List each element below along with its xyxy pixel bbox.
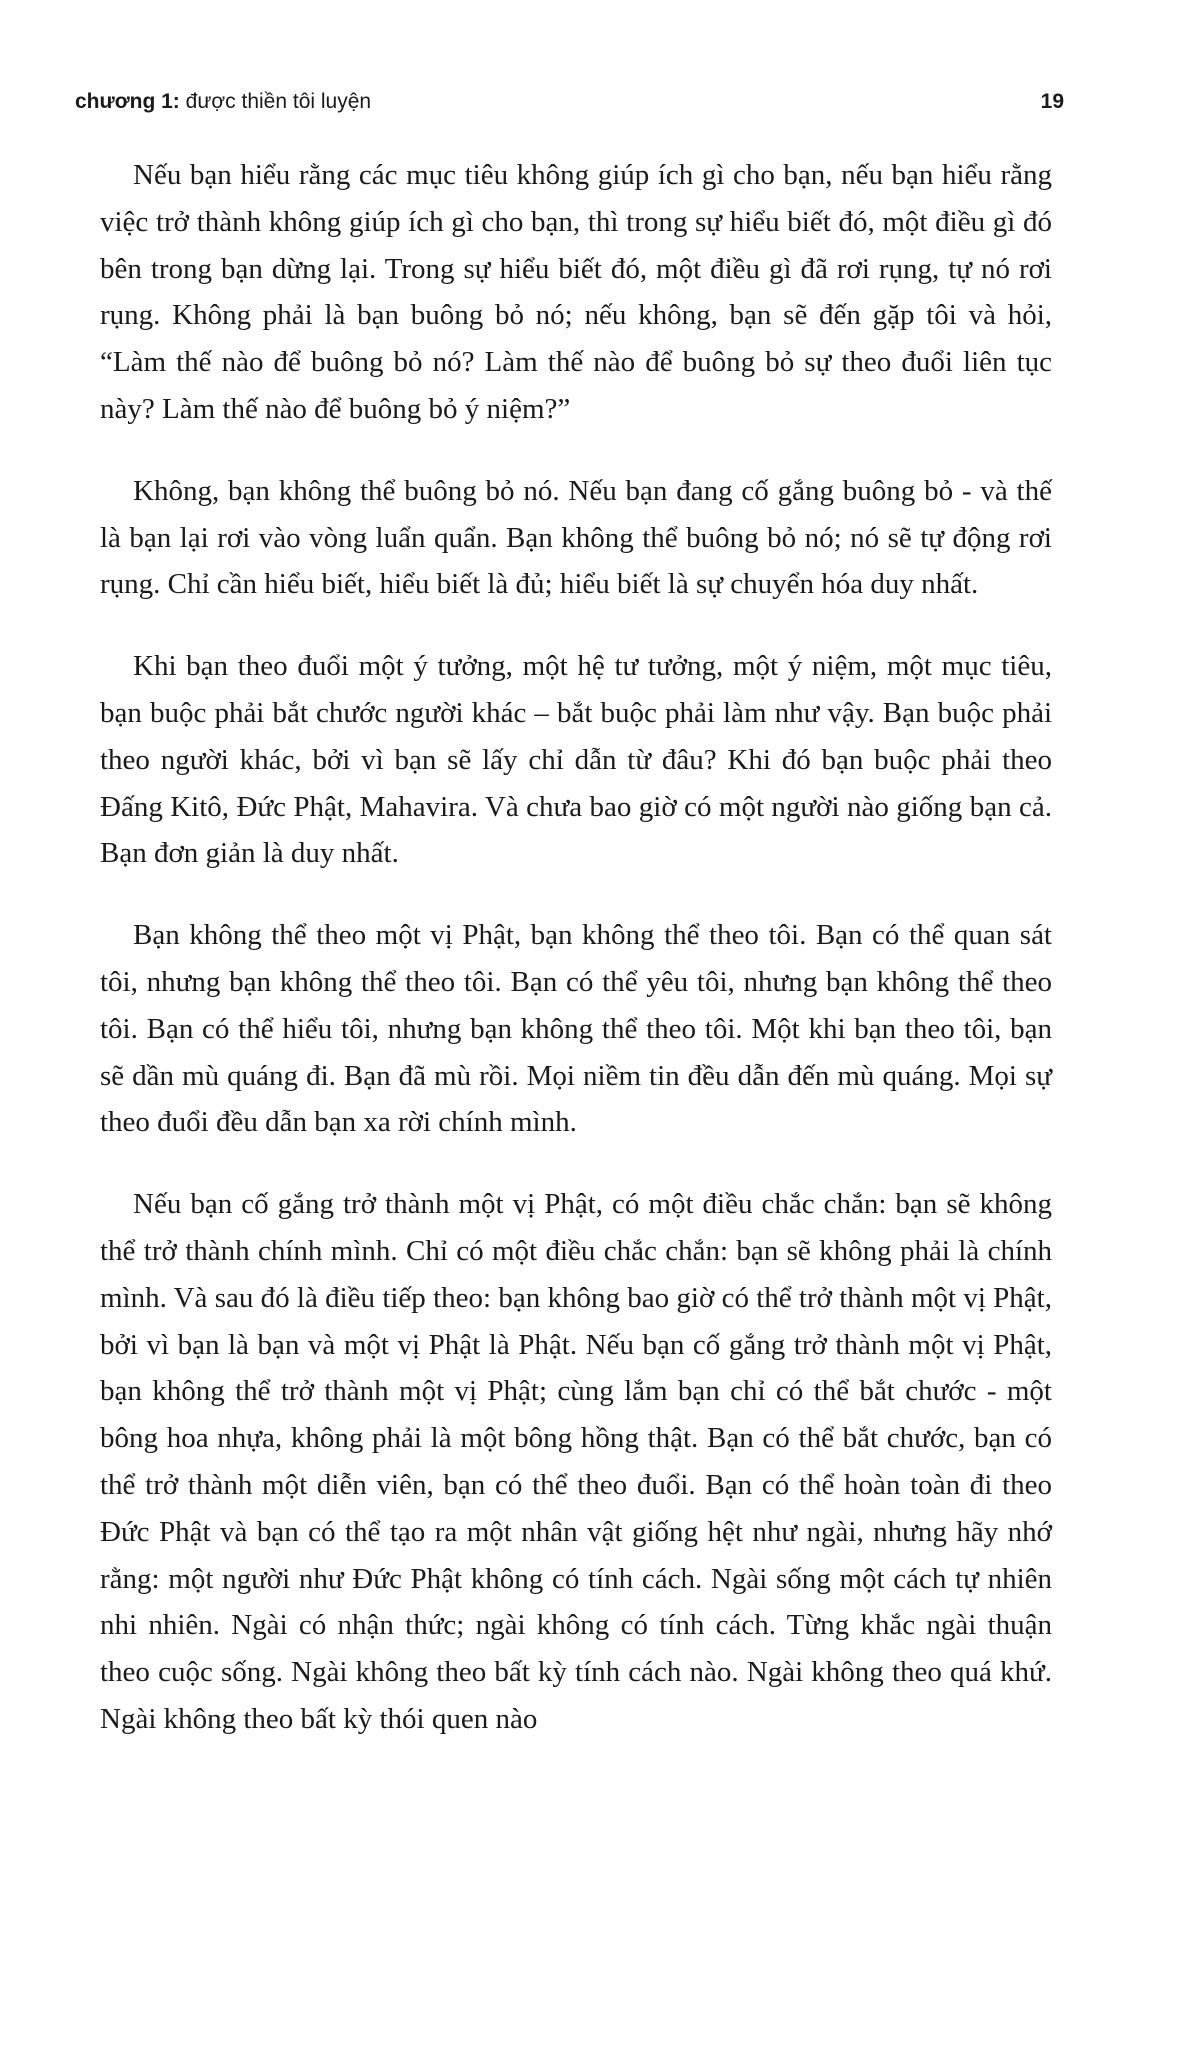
- chapter-number: chương 1:: [75, 90, 180, 113]
- chapter-title: được thiền tôi luyện: [185, 90, 372, 113]
- body-text: [100, 152, 1052, 1743]
- paragraph: Khi bạn theo đuổi một ý tưởng, một hệ tư tưởng, một ý niệm, một mục tiêu, bạn buộc phải bắt chước người khác – bắt buộc phải làm như vậy. Bạn buộc phải theo người khác, bởi vì bạn sẽ lấy chỉ dẫn từ đâu? Khi đó bạn buộc phải theo Đấng Kitô, Đức Phật, Mahavira. Và chưa bao giờ có một người nào giống bạn cả. Bạn đơn giản là duy nhất.: [100, 650, 1052, 870]
- paragraph: Không, bạn không thể buông bỏ nó. Nếu bạn đang cố gắng buông bỏ - và thế là bạn lại rơi vào vòng luẩn quẩn. Bạn không thể buông bỏ nó; nó sẽ tự động rơi rụng. Chỉ cần hiểu biết, hiểu biết là đủ; hiểu biết là sự chuyển hóa duy nhất.: [100, 474, 1052, 601]
- running-header: [75, 84, 1064, 120]
- paragraph: Bạn không thể theo một vị Phật, bạn không thể theo tôi. Bạn có thể quan sát tôi, nhưng bạn không thể theo tôi. Bạn có thể yêu tôi, nhưng bạn không thể theo tôi. Bạn có thể hiểu tôi, nhưng bạn không thể theo tôi. Một khi bạn theo tôi, bạn sẽ dần mù quáng đi. Bạn đã mù rồi. Mọi niềm tin đều dẫn đến mù quáng. Mọi sự theo đuổi đều dẫn bạn xa rời chính mình.: [100, 919, 1052, 1139]
- page-number: 19: [1040, 90, 1064, 113]
- paragraph: Nếu bạn cố gắng trở thành một vị Phật, có một điều chắc chắn: bạn sẽ không thể trở thành chính mình. Chỉ có một điều chắc chắn: bạn sẽ không phải là chính mình. Và sau đó là điều tiếp theo: bạn không bao giờ có thể trở thành một vị Phật, bởi vì bạn là bạn và một vị Phật là Phật. Nếu bạn cố gắng trở thành một vị Phật, bạn không thể trở thành một vị Phật; cùng lắm bạn chỉ có thể bắt chước - một bông hoa nhựa, không phải là một bông hồng thật. Bạn có thể bắt chước, bạn có thể trở thành một diễn viên, bạn có thể theo đuổi. Bạn có thể hoàn toàn đi theo Đức Phật và bạn có thể tạo ra một nhân vật giống hệt như ngài, nhưng hãy nhớ rằng: một người như Đức Phật không có tính cách. Ngài sống một cách tự nhiên nhi nhiên. Ngài có nhận thức; ngài không có tính cách. Từng khắc ngài thuận theo cuộc sống. Ngài không theo bất kỳ tính cách nào. Ngài không theo quá khứ. Ngài không theo bất kỳ thói quen nào: [100, 1188, 1052, 1735]
- paragraph: Nếu bạn hiểu rằng các mục tiêu không giúp ích gì cho bạn, nếu bạn hiểu rằng việc trở thành không giúp ích gì cho bạn, thì trong sự hiểu biết đó, một điều gì đó bên trong bạn dừng lại. Trong sự hiểu biết đó, một điều gì đã rơi rụng, tự nó rơi rụng. Không phải là bạn buông bỏ nó; nếu không, bạn sẽ đến gặp tôi và hỏi, “Làm thế nào để buông bỏ nó? Làm thế nào để buông bỏ sự theo đuổi liên tục này? Làm thế nào để buông bỏ ý niệm?”: [100, 159, 1052, 425]
